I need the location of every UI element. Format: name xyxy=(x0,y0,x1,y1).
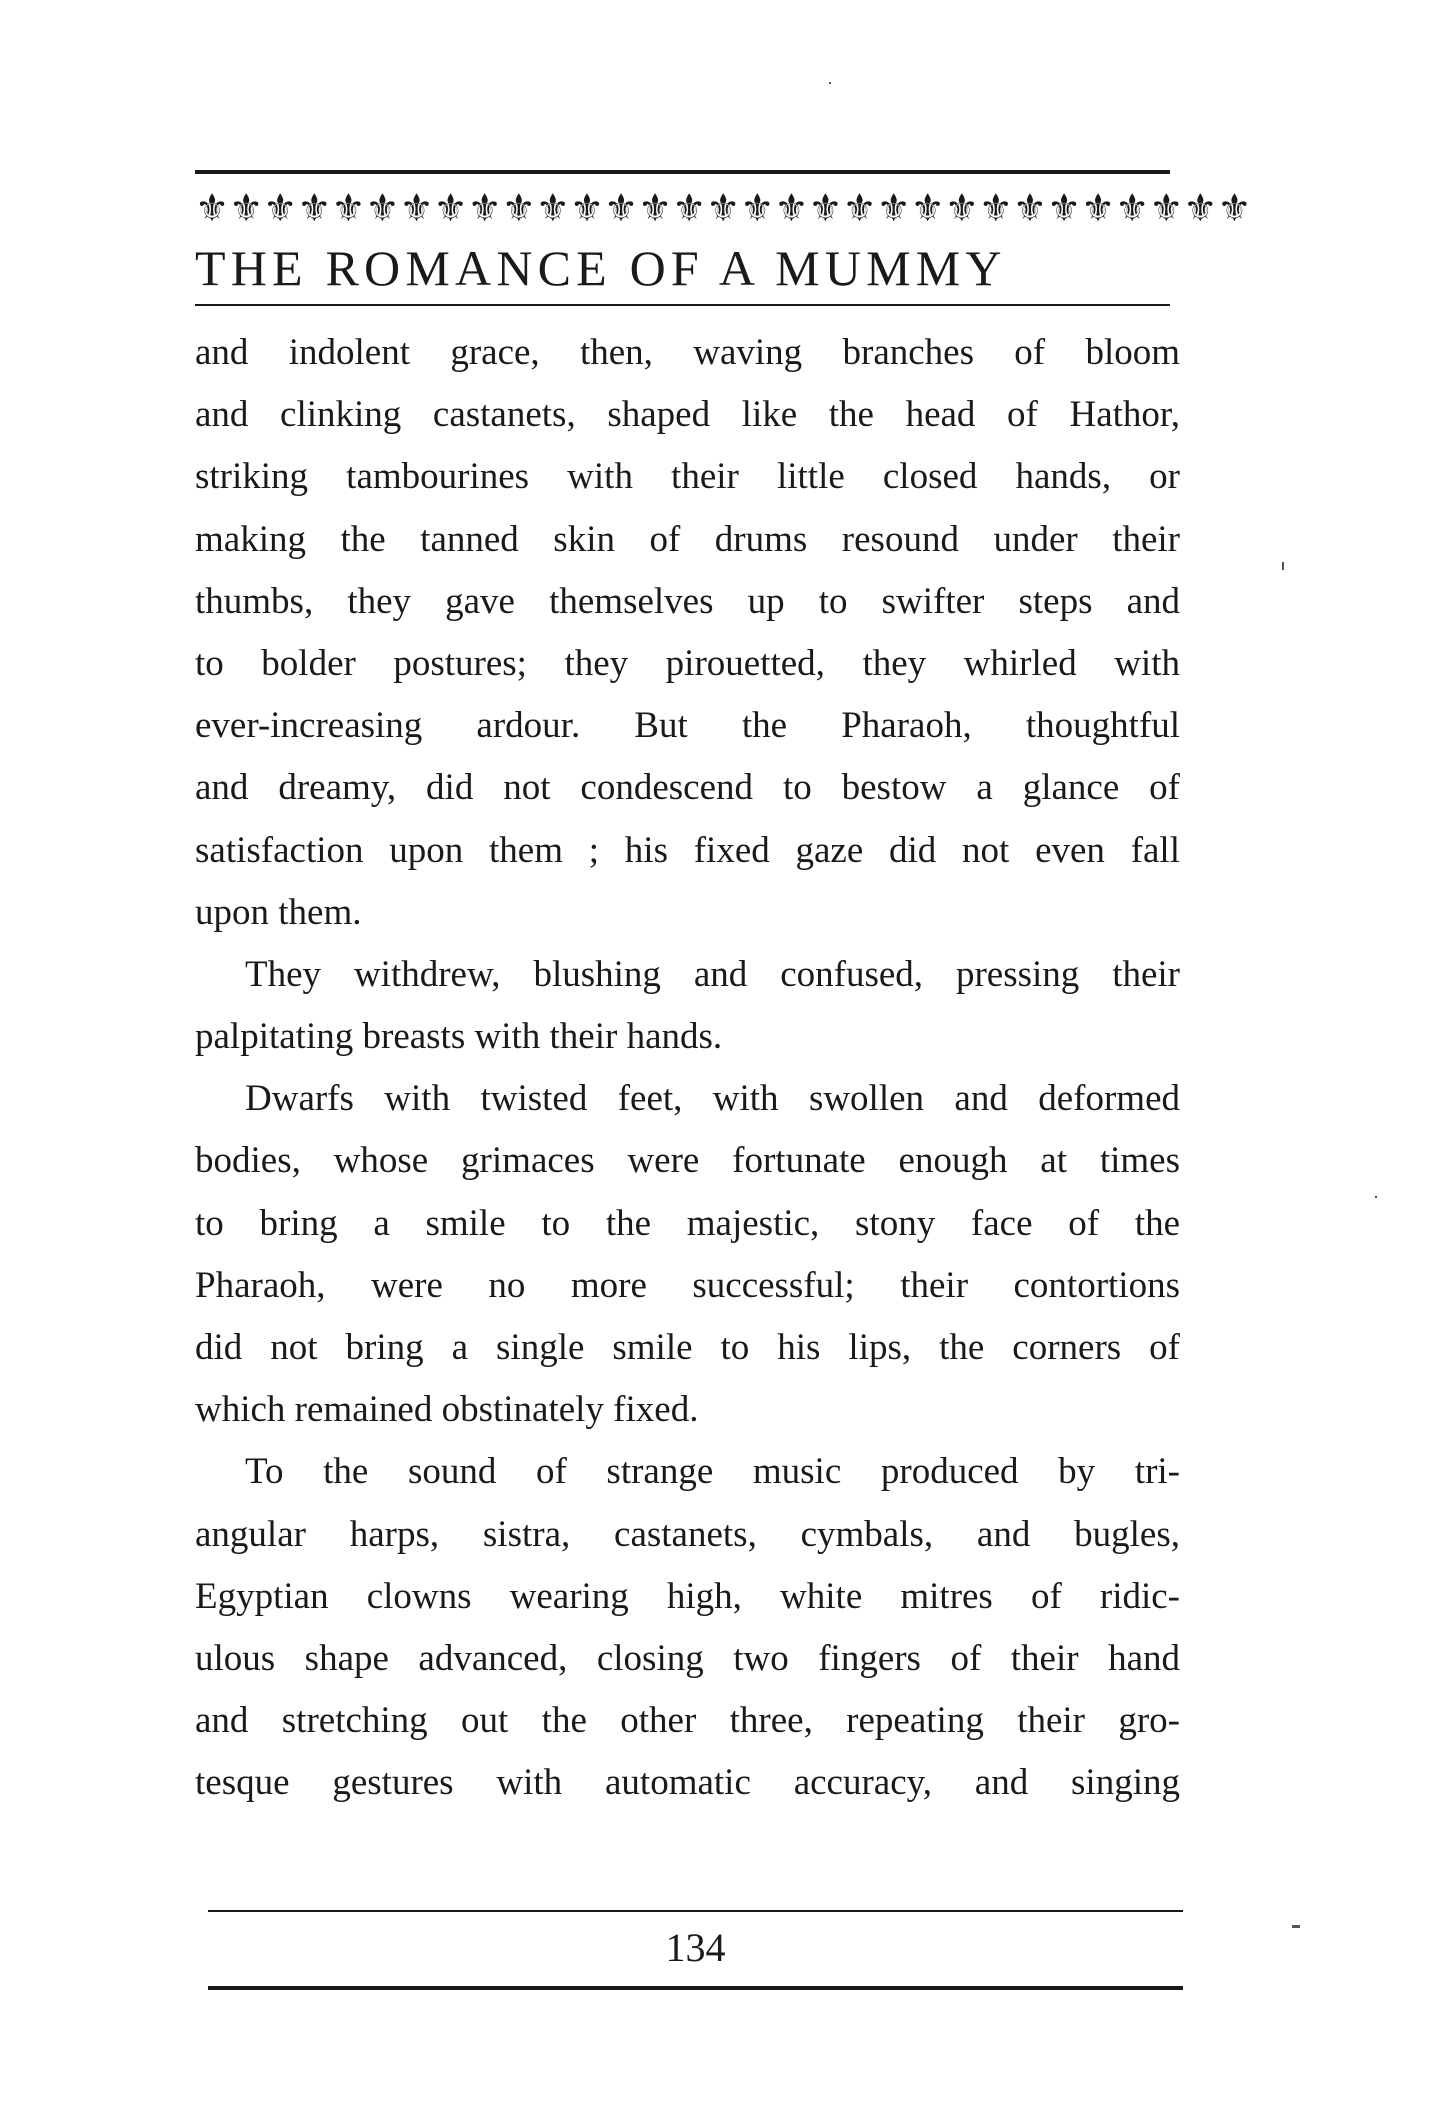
fleur-de-lis-icon: ⚜ xyxy=(1115,186,1150,230)
footer-top-rule xyxy=(208,1910,1183,1912)
paragraph xyxy=(195,322,1180,944)
paragraph xyxy=(195,1068,1180,1441)
paragraph xyxy=(195,1441,1180,1814)
text-line: and indolent grace, then, waving branches of bloom xyxy=(195,332,1180,373)
fleur-de-lis-ornament-band xyxy=(195,186,1252,230)
fleur-de-lis-icon: ⚜ xyxy=(1081,186,1116,230)
fleur-de-lis-icon: ⚜ xyxy=(876,186,911,230)
fleur-de-lis-icon: ⚜ xyxy=(535,186,570,230)
fleur-de-lis-icon: ⚜ xyxy=(501,186,536,230)
header-top-rule xyxy=(195,170,1170,174)
text-line: Pharaoh, were no more successful; their contortions xyxy=(195,1264,1180,1306)
text-line: palpitating breasts with their hands. xyxy=(195,1016,723,1058)
fleur-de-lis-icon: ⚜ xyxy=(297,186,332,230)
text-line: making the tanned skin of drums resound under their xyxy=(195,518,1180,560)
fleur-de-lis-icon: ⚜ xyxy=(672,186,707,230)
fleur-de-lis-icon: ⚜ xyxy=(263,186,298,230)
fleur-de-lis-icon: ⚜ xyxy=(229,186,264,230)
paper-speck xyxy=(829,82,831,84)
fleur-de-lis-icon: ⚜ xyxy=(842,186,877,230)
fleur-de-lis-icon: ⚜ xyxy=(706,186,741,230)
text-line: tesque gestures with automatic accuracy, and singing xyxy=(195,1762,1180,1804)
text-line: They withdrew, blushing and confused, pressing their xyxy=(245,953,1180,995)
fleur-de-lis-icon: ⚜ xyxy=(331,186,366,230)
text-line: and stretching out the other three, repeating their gro- xyxy=(195,1700,1180,1742)
fleur-de-lis-icon: ⚜ xyxy=(1012,186,1047,230)
text-line: striking tambourines with their little closed hands, or xyxy=(195,456,1180,498)
text-line: ever-increasing ardour. But the Pharaoh, thoughtful xyxy=(195,705,1180,747)
text-line: thumbs, they gave themselves up to swifter steps and xyxy=(195,580,1180,622)
footer-bottom-rule xyxy=(208,1986,1183,1990)
fleur-de-lis-icon: ⚜ xyxy=(1217,186,1252,230)
text-line: upon them. xyxy=(195,891,362,933)
text-line: ulous shape advanced, closing two fingers of their hand xyxy=(195,1637,1180,1679)
text-line: To the sound of strange music produced by tri- xyxy=(245,1451,1180,1493)
fleur-de-lis-icon: ⚜ xyxy=(638,186,673,230)
fleur-de-lis-icon: ⚜ xyxy=(365,186,400,230)
text-line: and clinking castanets, shaped like the head of Hathor, xyxy=(195,394,1180,436)
text-line: satisfaction upon them ; his fixed gaze did not even fall xyxy=(195,829,1180,871)
fleur-de-lis-icon: ⚜ xyxy=(569,186,604,230)
text-line: to bolder postures; they pirouetted, they whirled with xyxy=(195,642,1180,684)
fleur-de-lis-icon: ⚜ xyxy=(399,186,434,230)
text-line: Dwarfs with twisted feet, with swollen and deformed xyxy=(245,1078,1180,1120)
fleur-de-lis-icon: ⚜ xyxy=(467,186,502,230)
paper-speck xyxy=(1282,562,1284,570)
fleur-de-lis-icon: ⚜ xyxy=(978,186,1013,230)
fleur-de-lis-icon: ⚜ xyxy=(1149,186,1184,230)
fleur-de-lis-icon: ⚜ xyxy=(1183,186,1218,230)
text-line: bodies, whose grimaces were fortunate enough at times xyxy=(195,1140,1180,1182)
header-bottom-rule xyxy=(195,304,1170,306)
fleur-de-lis-icon: ⚜ xyxy=(603,186,639,230)
text-line: angular harps, sistra, castanets, cymbals, and bugles, xyxy=(195,1513,1180,1555)
paper-speck xyxy=(1375,1196,1377,1198)
fleur-de-lis-icon: ⚜ xyxy=(740,186,775,230)
paper-speck xyxy=(1292,1925,1300,1928)
fleur-de-lis-icon: ⚜ xyxy=(910,186,945,230)
running-head-title: THE ROMANCE OF A MUMMY xyxy=(195,240,1007,296)
page-number: 134 xyxy=(665,1925,726,1970)
text-line: and dreamy, did not condescend to bestow a glance of xyxy=(195,767,1180,809)
fleur-de-lis-icon: ⚜ xyxy=(808,186,843,230)
fleur-de-lis-icon: ⚜ xyxy=(1046,186,1082,230)
fleur-de-lis-icon: ⚜ xyxy=(774,186,809,230)
text-line: to bring a smile to the majestic, stony face of the xyxy=(195,1202,1180,1244)
text-line: Egyptian clowns wearing high, white mitres of ridic- xyxy=(195,1575,1180,1617)
paragraph xyxy=(195,944,1180,1068)
text-line: did not bring a single smile to his lips, the corners of xyxy=(195,1327,1180,1368)
body-text xyxy=(195,322,1180,1815)
fleur-de-lis-icon: ⚜ xyxy=(433,186,468,230)
text-line: which remained obstinately fixed. xyxy=(195,1389,699,1431)
fleur-de-lis-icon: ⚜ xyxy=(195,186,230,230)
fleur-de-lis-icon: ⚜ xyxy=(944,186,979,230)
